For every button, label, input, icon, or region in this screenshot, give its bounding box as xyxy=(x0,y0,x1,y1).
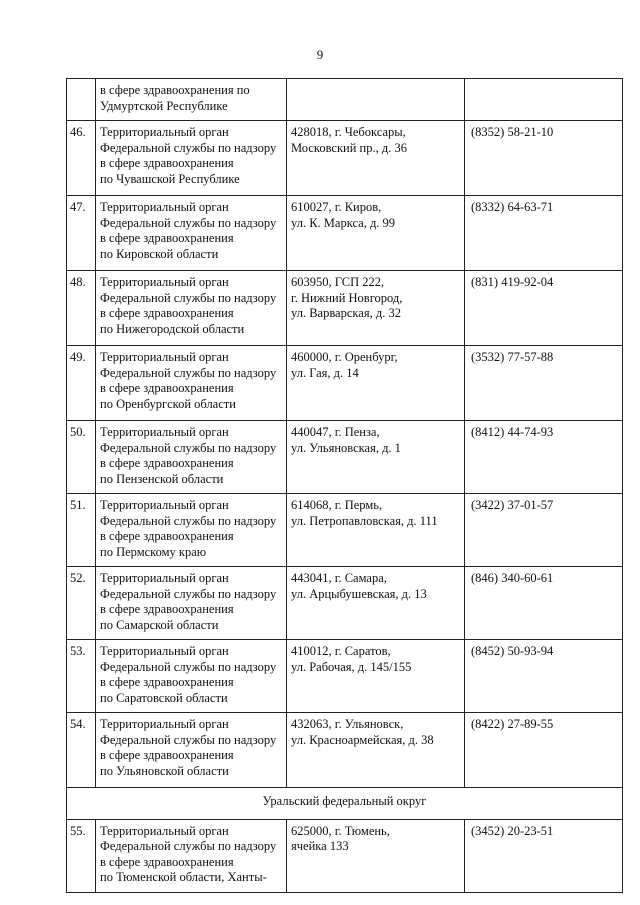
authority-phone: (3532) 77-57-88 xyxy=(465,346,623,421)
authority-name xyxy=(96,640,287,713)
name-line: Удмуртской Республике xyxy=(100,98,228,113)
name-line: по Пензенской области xyxy=(100,471,224,486)
address-line: ул. Варварская, д. 32 xyxy=(291,306,401,320)
page-number: 9 xyxy=(316,47,324,62)
name-line: Территориальный орган xyxy=(100,823,229,838)
name-line: Федеральной службы по надзору xyxy=(100,586,277,601)
address-line: ул. К. Маркса, д. 99 xyxy=(291,215,396,230)
row-number: 47. xyxy=(67,196,96,271)
address-line: 614068, г. Пермь, xyxy=(291,498,383,512)
address-line: ул. Гая, д. 14 xyxy=(291,365,359,380)
authority-address xyxy=(287,819,465,892)
name-line: Федеральной службы по надзору xyxy=(100,215,277,230)
name-line: в сфере здравоохранения xyxy=(100,381,234,395)
authority-phone: (8332) 64-63-71 xyxy=(465,196,623,271)
authority-name xyxy=(96,121,287,196)
name-line: Территориальный орган xyxy=(100,350,229,364)
name-line: Территориальный орган xyxy=(100,275,229,289)
address-line: 625000, г. Тюмень, xyxy=(291,823,390,838)
table-row xyxy=(67,271,623,346)
address-line: ул. Рабочая, д. 145/155 xyxy=(291,659,412,674)
name-line: в сфере здравоохранения по xyxy=(100,83,250,97)
address-line: ул. Ульяновская, д. 1 xyxy=(291,440,401,455)
authority-address xyxy=(287,640,465,713)
table-row xyxy=(67,421,623,494)
name-line: в сфере здравоохранения xyxy=(100,748,234,762)
row-number: 50. xyxy=(67,421,96,494)
address-line: 432063, г. Ульяновск, xyxy=(291,717,404,731)
authority-phone: (3422) 37-01-57 xyxy=(465,494,623,567)
section-header: Уральский федеральный округ xyxy=(67,788,623,820)
name-line: по Саратовской области xyxy=(100,690,228,705)
authority-phone: (846) 340-60-61 xyxy=(465,567,623,640)
address-line: ул. Арцыбушевская, д. 13 xyxy=(291,586,427,601)
name-line: Территориальный орган xyxy=(100,425,229,439)
authority-address xyxy=(287,346,465,421)
authority-phone: (3452) 20-23-51 xyxy=(465,819,623,892)
authority-phone: (8422) 27-89-55 xyxy=(465,713,623,788)
name-line: по Нижегородской области xyxy=(100,321,245,336)
table-row xyxy=(67,79,623,121)
row-number: 53. xyxy=(67,640,96,713)
name-line: по Оренбургской области xyxy=(100,396,236,411)
authority-phone: (8352) 58-21-10 xyxy=(465,121,623,196)
authority-name xyxy=(96,271,287,346)
name-line: в сфере здравоохранения xyxy=(100,529,234,543)
row-number: 54. xyxy=(67,713,96,788)
name-line: в сфере здравоохранения xyxy=(100,231,234,245)
table-row xyxy=(67,121,623,196)
name-line: в сфере здравоохранения xyxy=(100,156,234,170)
name-line: в сфере здравоохранения xyxy=(100,602,234,616)
authority-address xyxy=(287,196,465,271)
name-line: Федеральной службы по надзору xyxy=(100,513,277,528)
name-line: Территориальный орган xyxy=(100,717,229,731)
authorities-table xyxy=(66,78,623,893)
row-number: 52. xyxy=(67,567,96,640)
table-row xyxy=(67,640,623,713)
authority-address xyxy=(287,567,465,640)
address-line: 443041, г. Самара, xyxy=(291,571,387,585)
name-line: в сфере здравоохранения xyxy=(100,306,234,320)
authority-phone: (8412) 44-74-93 xyxy=(465,421,623,494)
name-line: в сфере здравоохранения xyxy=(100,456,234,470)
name-line: Территориальный орган xyxy=(100,125,229,139)
name-line: по Кировской области xyxy=(100,246,219,261)
name-line: Территориальный орган xyxy=(100,498,229,512)
row-number: 49. xyxy=(67,346,96,421)
name-line: Территориальный орган xyxy=(100,644,229,658)
name-line: в сфере здравоохранения xyxy=(100,675,234,689)
name-line: Федеральной службы по надзору xyxy=(100,140,277,155)
table-row xyxy=(67,713,623,788)
address-line: ул. Красноармейская, д. 38 xyxy=(291,732,434,747)
address-line: 410012, г. Саратов, xyxy=(291,644,391,658)
authority-phone xyxy=(465,79,623,121)
authority-address xyxy=(287,713,465,788)
name-line: Федеральной службы по надзору xyxy=(100,440,277,455)
name-line: Федеральной службы по надзору xyxy=(100,365,277,380)
row-number: 46. xyxy=(67,121,96,196)
address-line: г. Нижний Новгород, xyxy=(291,290,403,305)
name-line: Федеральной службы по надзору xyxy=(100,659,277,674)
authority-name xyxy=(96,421,287,494)
address-line: ячейка 133 xyxy=(291,839,349,853)
name-line: по Тюменской области, Ханты- xyxy=(100,870,267,884)
row-number: 51. xyxy=(67,494,96,567)
name-line: Территориальный орган xyxy=(100,571,229,585)
authority-name xyxy=(96,713,287,788)
authority-address xyxy=(287,271,465,346)
authority-name xyxy=(96,346,287,421)
authority-address xyxy=(287,121,465,196)
address-line: 440047, г. Пенза, xyxy=(291,425,380,439)
table-row xyxy=(67,196,623,271)
authority-address xyxy=(287,79,465,121)
name-line: по Пермскому краю xyxy=(100,544,207,559)
authority-phone: (8452) 50-93-94 xyxy=(465,640,623,713)
name-line: Федеральной службы по надзору xyxy=(100,290,277,305)
table-row xyxy=(67,346,623,421)
address-line: Московский пр., д. 36 xyxy=(291,140,407,155)
name-line: в сфере здравоохранения xyxy=(100,854,234,869)
authority-address xyxy=(287,421,465,494)
authority-name xyxy=(96,494,287,567)
name-line: Федеральной службы по надзору xyxy=(100,839,277,853)
name-line: по Самарской области xyxy=(100,617,219,632)
name-line: по Ульяновской области xyxy=(100,763,229,778)
authority-name xyxy=(96,79,287,121)
address-line: 603950, ГСП 222, xyxy=(291,275,385,289)
table-row xyxy=(67,567,623,640)
authority-address xyxy=(287,494,465,567)
name-line: по Чувашской Республике xyxy=(100,171,240,186)
address-line: ул. Петропавловская, д. 111 xyxy=(291,513,438,528)
address-line: 610027, г. Киров, xyxy=(291,200,382,214)
name-line: Федеральной службы по надзору xyxy=(100,732,277,747)
authority-name xyxy=(96,196,287,271)
table-row xyxy=(67,819,623,892)
name-line: Территориальный орган xyxy=(100,200,229,214)
row-number: 48. xyxy=(67,271,96,346)
row-number: 55. xyxy=(67,819,96,892)
row-number xyxy=(67,79,96,121)
address-line: 460000, г. Оренбург, xyxy=(291,350,398,364)
authority-name xyxy=(96,819,287,892)
authority-name xyxy=(96,567,287,640)
table-row xyxy=(67,494,623,567)
section-header-row xyxy=(67,788,623,820)
address-line: 428018, г. Чебоксары, xyxy=(291,125,406,139)
authority-phone: (831) 419-92-04 xyxy=(465,271,623,346)
